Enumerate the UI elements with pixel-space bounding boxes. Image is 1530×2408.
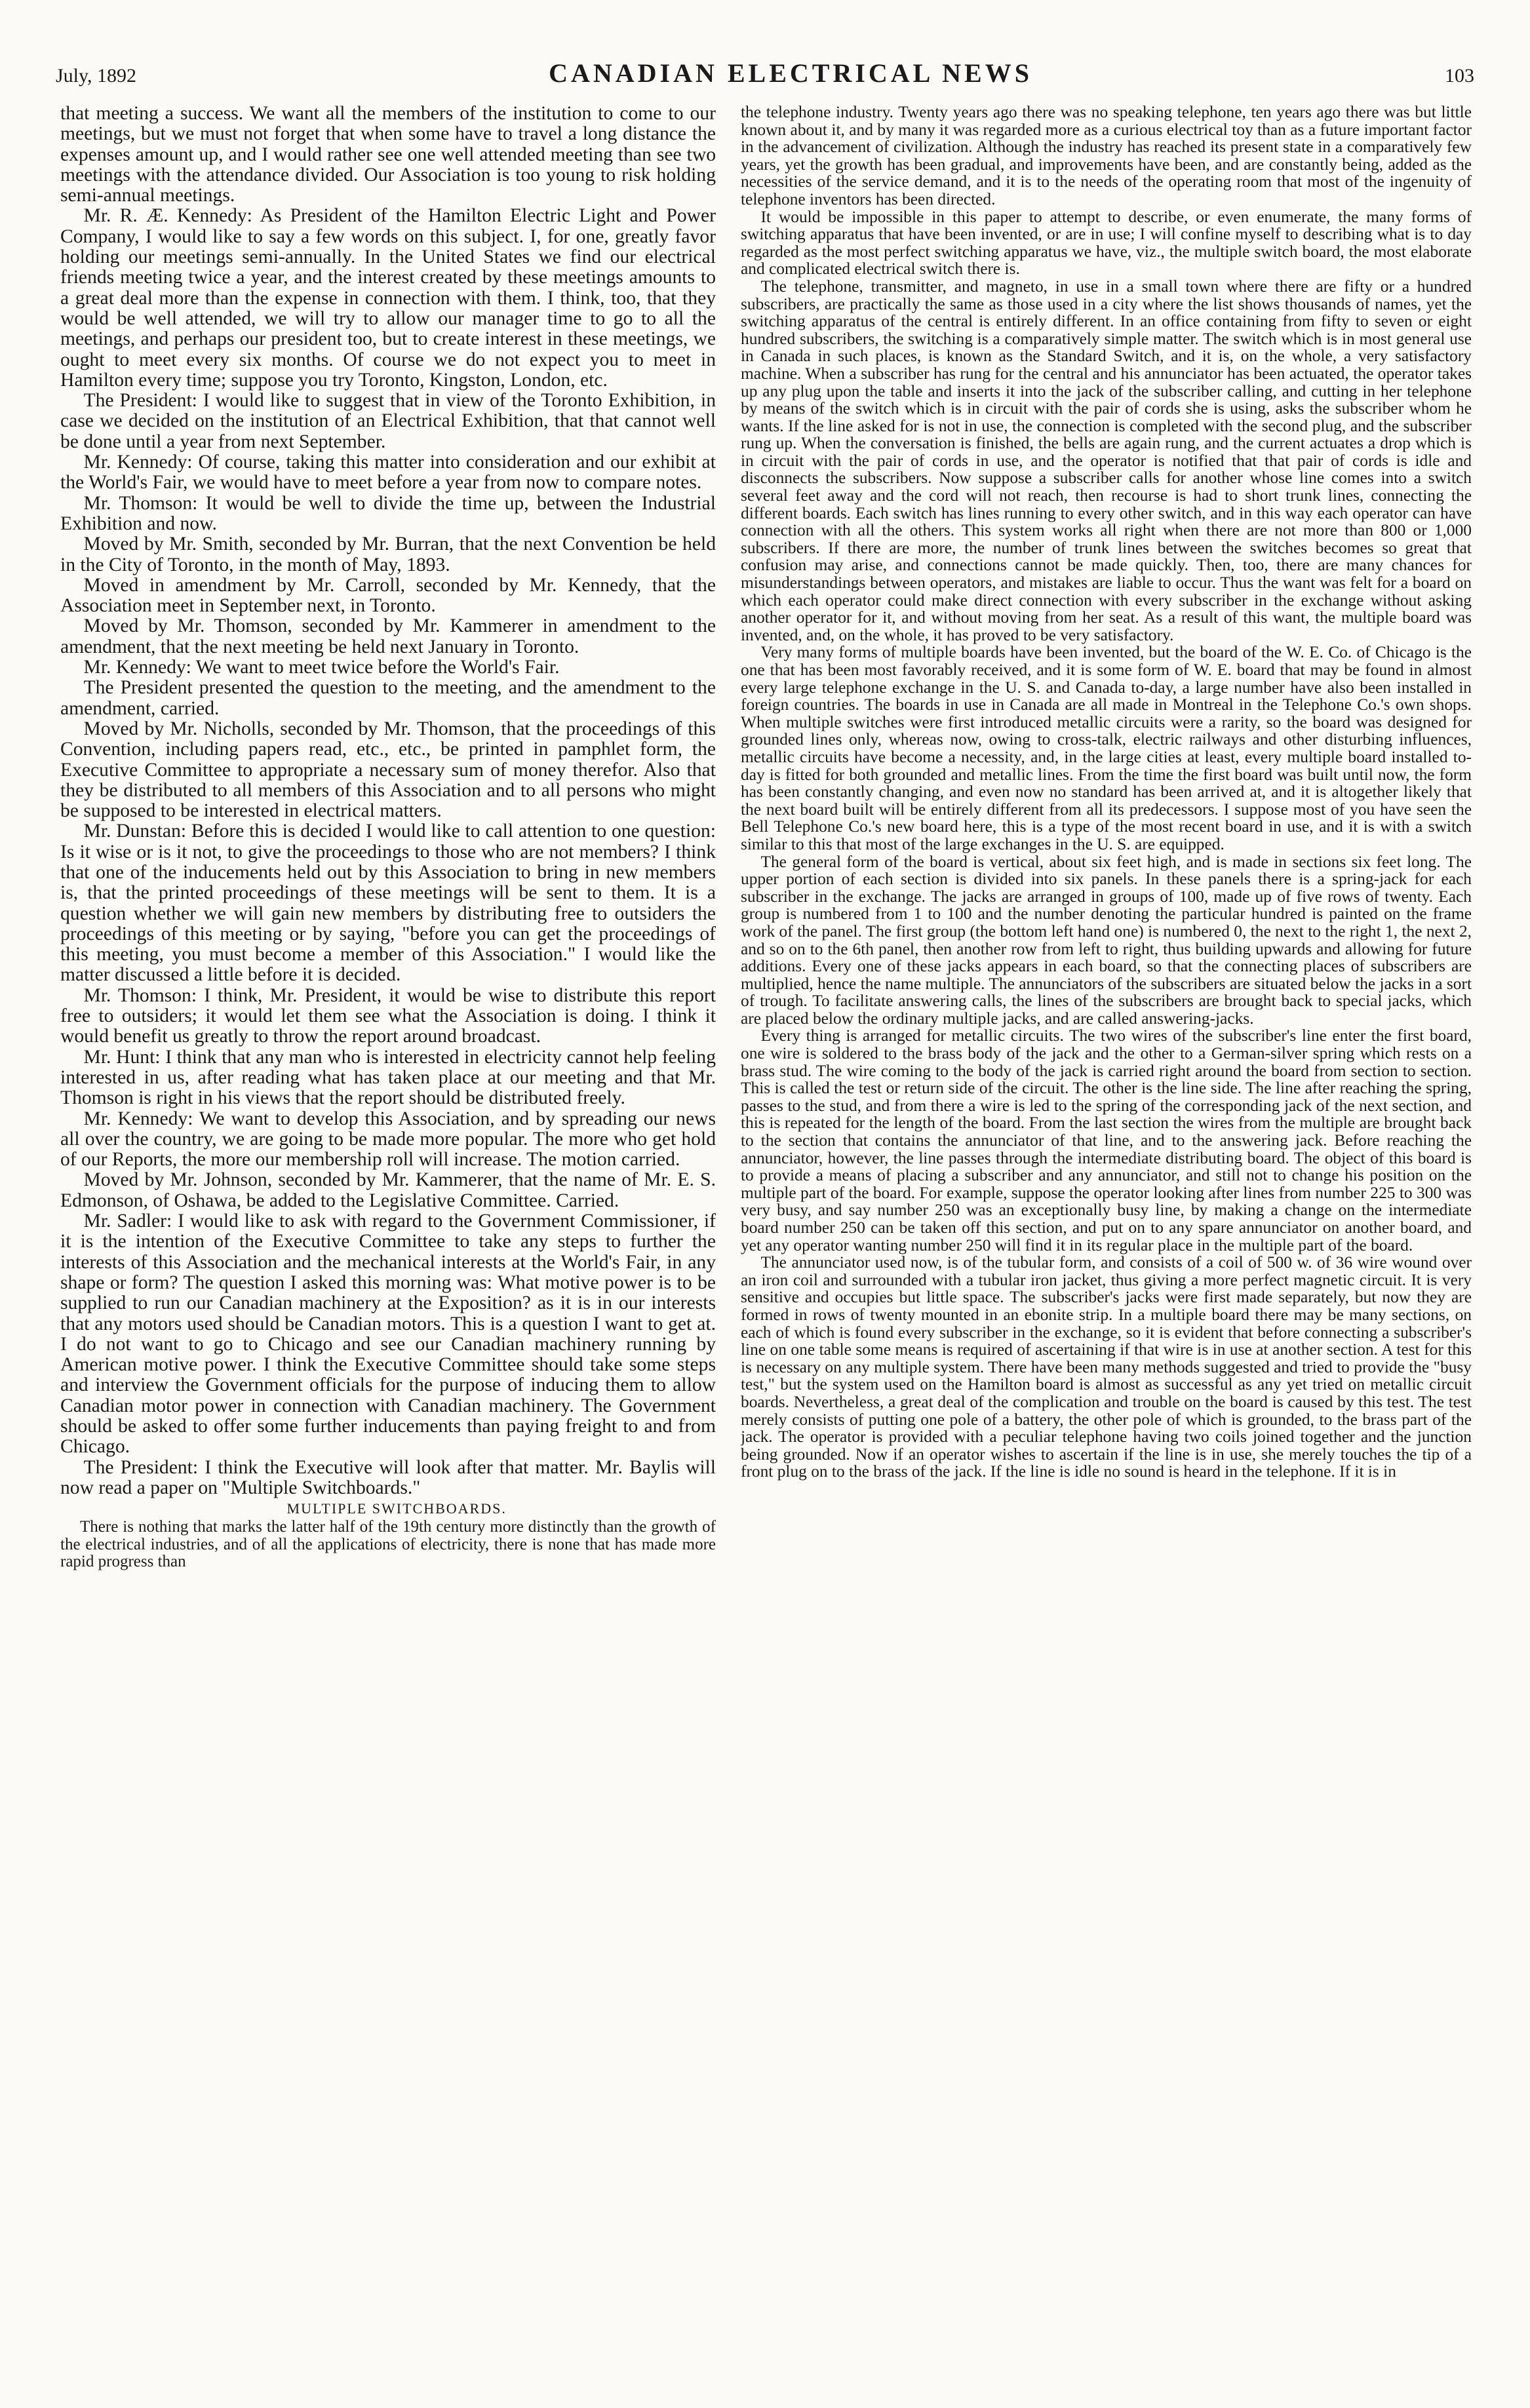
paragraph: Mr. Sadler: I would like to ask with regard to the Government Commissioner, if it is the intention of the Executive Committee to take any steps to further the interests of this Association and the mechanical interests at the World's Fair, in any shape or form? The question I asked this morning was: What motive power is to be supplied to run our Canadian machinery at the Exposition? as it is in our interests that any motors used should be Canadian motors. This is a question I want to get at. I do not want to go to Chicago and see our Canadian machinery running by American motive power. I think the Executive Committee should take some steps and interview the Government officials for the purpose of inducing them to allow Canadian motor power in connection with Canadian machinery. The Government should be asked to offer some further inducements than paying freight to and from Chicago.: [60, 1211, 716, 1458]
page-number: 103: [1444, 65, 1474, 87]
masthead: CANADIAN ELECTRICAL NEWS: [549, 58, 1032, 88]
paragraph: that meeting a success. We want all the members of the institution to come to our meetings, but we must not forget that when some have to travel a long distance the expenses amount up, and I would rather see one well attended meeting than see two meetings with the attendance divided. Our Association is too young to risk holding semi-annual meetings.: [60, 104, 716, 206]
paragraph: Moved by Mr. Nicholls, seconded by Mr. Thomson, that the proceedings of this Convention, including papers read, etc., etc., be printed in pamphlet form, the Executive Committee to appropriate a necessary sum of money therefor. Also that they be distributed to all members of this Association and to all persons who might be supposed to be interested in electrical matters.: [60, 718, 716, 822]
paragraph: Moved by Mr. Thomson, seconded by Mr. Kammerer in amendment to the amendment, that the next meeting be held next January in Toronto.: [60, 615, 716, 657]
right-column: [741, 104, 1472, 2381]
paragraph: Very many forms of multiple boards have been invented, but the board of the W. E. Co. of Chicago is the one that has been most favorably received, and it is some form of W. E. board that may be found in almost every large telephone exchange in the U. S. and Canada to-day, a large number have also been installed in foreign countries. The boards in use in Canada are all made in Montreal in the Telephone Co.'s own shops. When multiple switches were first introduced metallic circuits were a rarity, so the board was designed for grounded lines only, whereas now, owing to cross-talk, electric railways and other disturbing influences, metallic circuits have become a necessity, and, in the large cities at least, every multiple board installed to-day is fitted for both grounded and metallic lines. From the time the first board was built until now, the form has been constantly changing, and even now no standard has been arrived at, and it is altogether likely that the next board built will be entirely different from all its predecessors. I suppose most of you have seen the Bell Telephone Co.'s new board here, this is a type of the most recent board in use, and it is with a switch similar to this that most of the large exchanges in the U. S. are equipped.: [741, 643, 1472, 853]
paragraph: Mr. Thomson: I think, Mr. President, it would be wise to distribute this report free to outsiders; it would let them see what the Association is doing. I think it would benefit us greatly to throw the report around broadcast.: [60, 984, 716, 1047]
section-title: MULTIPLE SWITCHBOARDS.: [286, 1500, 507, 1517]
paragraph: Mr. Kennedy: We want to meet twice before the World's Fair.: [83, 657, 560, 678]
paragraph: The annunciator used now, is of the tubular form, and consists of a coil of 500 w. of 36 wire wound over an iron coil and surrounded with a tubular iron jacket, thus giving a more perfect magnetic circuit. It is very sensitive and occupies but little space. The subscriber's jacks were first made separately, but now they are formed in rows of twenty mounted in an ebonite strip. In a multiple board there may be many sections, on each of which is found every subscriber in the exchange, so it is evident that before connecting a subscriber's line on one table some means is required of ascertaining if that wire is in use at another section. A test for this is necessary on any multiple system. There have been many methods suggested and tried to provide the "busy test," but the system used on the Hamilton board is almost as successful as any yet tried on metallic circuit boards. Nevertheless, a great deal of the complication and trouble on the board is caused by this test. The test merely consists of putting one pole of a battery, the other pole of which is grounded, to the brass part of the jack. The operator is provided with a peculiar telephone having two coils joined together and the junction being grounded. Now if an operator wishes to ascertain if the line is in use, she merely touches the tip of a front plug on to the brass of the jack. If the line is idle no sound is heard in the telephone. If it is in: [741, 1253, 1472, 1481]
paragraph: The President: I would like to suggest that in view of the Toronto Exhibition, in case we decided on the institution of an Electrical Exhibition, that that cannot well be done until a year from next September.: [60, 390, 716, 452]
paragraph: Mr. Dunstan: Before this is decided I would like to call attention to one question: Is it wise or is it not, to give the proceedings to those who are not members? I think that one of the inducements held out by this Association to bring in new members is, that the printed proceedings of these meetings will be sent to them. It is a question whether we will gain new members by distributing free to outsiders the proceedings of this meeting or by saying, "before you can get the proceedings of this meeting, you must become a member of this Association." I would like the matter discussed a little before it is decided.: [60, 821, 716, 986]
paragraph: Moved by Mr. Johnson, seconded by Mr. Kammerer, that the name of Mr. E. S. Edmonson, of Oshawa, be added to the Legislative Committee. Carried.: [60, 1169, 716, 1211]
left-column: [60, 104, 716, 2381]
paragraph: Moved in amendment by Mr. Carroll, seconded by Mr. Kennedy, that the Association meet in September next, in Toronto.: [60, 574, 716, 617]
paragraph: The President presented the question to the meeting, and the amendment to the amendment, carried.: [60, 677, 716, 719]
paragraph: the telephone industry. Twenty years ago there was no speaking telephone, ten years ago there was but little known about it, and by many it was regarded more as a curious electrical toy than as a future important factor in the advancement of civilization. Although the industry has reached its present state in a comparatively few years, yet the growth has been gradual, and improvements have been, and are constantly being, added as the necessities of the service demand, and it is to the needs of the operating room that most of the ingenuity of telephone inventors has been directed.: [741, 104, 1472, 208]
paragraph: Mr. Kennedy: Of course, taking this matter into consideration and our exhibit at the World's Fair, we would have to meet before a year from now to compare notes.: [60, 452, 716, 494]
paragraph: Mr. Thomson: It would be well to divide the time up, between the Industrial Exhibition and now.: [60, 492, 716, 534]
paragraph: Mr. Kennedy: We want to develop this Association, and by spreading our news all over the country, we are going to be made more popular. The more who get hold of our Reports, the more our membership roll will increase. The motion carried.: [60, 1108, 716, 1171]
section-opening: There is nothing that marks the latter half of the 19th century more distinctly than the growth of the electrical industries, and of all the applications of electricity, there is none that has made more rapid progress than: [60, 1518, 716, 1571]
paragraph: Every thing is arranged for metallic circuits. The two wires of the subscriber's line enter the first board, one wire is soldered to the brass body of the jack and the other to a German-silver spring which rests on a brass stud. The wire coming to the body of the jack is carried right around the board from section to section. This is called the test or return side of the circuit. The other is the line side. The line after reaching the spring, passes to the stud, and from there a wire is led to the spring of the corresponding jack of the next section, and this is repeated for the length of the board. From the last section the wires from the multiple are brought back to the section that contains the annunciator of that line, and to the answering jack. Before reaching the annunciator, however, the line passes through the intermediate distributing board. The object of this board is to provide a means of placing a subscriber and any annunciator, and still not to change his position on the multiple part of the board. For example, suppose the operator looking after lines from number 225 to 300 was very busy, and say number 250 was an exceptionally busy line, by making a change on the intermediate board number 250 can be taken off this section, and put on to any spare annunciator on another board, and yet any operator wanting number 250 will find it in its regular place in the multiple part of the board.: [741, 1026, 1472, 1254]
paragraph: Mr. Hunt: I think that any man who is interested in electricity cannot help feeling interested in us, after reading what has taken place at our meeting and that Mr. Thomson is right in his views that the report should be distributed freely.: [60, 1046, 716, 1109]
paragraph: Mr. R. Æ. Kennedy: As President of the Hamilton Electric Light and Power Company, I would like to say a few words on this subject. I, for one, greatly favor holding our meetings semi-annually. In the United States we find our electrical friends meeting twice a year, and the interest created by these meetings amounts to a great deal more than the expense in connection with them. I think, too, that they would be well attended, we will try to allow our manager time to go to all the meetings, and perhaps our president too, but to create interest in these meetings, we ought to meet every six months. Of course we do not expect you to meet in Hamilton every time; suppose you try Toronto, Kingston, London, etc.: [60, 205, 716, 391]
paragraph: It would be impossible in this paper to attempt to describe, or even enumerate, the many forms of switching apparatus that have been invented, or are in use; I will confine myself to describing what is to day regarded as the most perfect switching apparatus we have, viz., the multiple switch board, the most elaborate and complicated electrical switch there is.: [741, 207, 1472, 279]
paragraph: The President: I think the Executive will look after that matter. Mr. Baylis will now read a paper on "Multiple Switchboards.": [60, 1456, 716, 1498]
page-header: [56, 58, 1474, 97]
paragraph: The telephone, transmitter, and magneto, in use in a small town where there are fifty or a hundred subscribers, are practically the same as those used in a city where the list shows thousands of names, yet the switching apparatus of the central is entirely different. In an office containing from fifty to seven or eight hundred subscribers, the switching is a comparatively simple matter. The switch which is in most general use in Canada in such places, is known as the Standard Switch, and it is, on the whole, a very satisfactory machine. When a subscriber has rung for the central and his annunciator has been actuated, the operator takes up any plug upon the table and inserts it into the jack of the subscriber calling, and cutting in her telephone by means of the switch which is in circuit with the pair of cords she is using, asks the subscriber whom he wants. If the line asked for is not in use, the connection is completed with the second plug, and the subscriber rung up. When the conversation is finished, the bells are again rung, and the current actuates a drop which is in circuit with the pair of cords in use, and the operator is notified that that pair of cords is idle and disconnects the subscribers. Now suppose a subscriber calls for another whose line comes into a switch several feet away and the cord will not reach, then recourse is had to short trunk lines, connecting the different boards. Each switch has lines running to every other switch, and in this way each operator can have connection with all the others. This system works all right when there are not more than 800 or 1,000 subscribers. If there are more, the number of trunk lines between the switches becomes so great that confusion may arise, and connections cannot be made quickly. Then, too, there are many chances for misunderstandings between operators, and mistakes are liable to occur. Thus the want was felt for a board on which each operator could make direct connection with every subscriber in the exchange without asking another operator for it, and without moving from her seat. As a result of this want, the multiple board was invented, and, on the whole, it has proved to be very satisfactory.: [741, 277, 1472, 644]
issue-date: July, 1892: [56, 65, 137, 87]
paragraph: The general form of the board is vertical, about six feet high, and is made in sections six feet long. The upper portion of each section is divided into six panels. In these panels there is a spring-jack for each subscriber in the exchange. The jacks are arranged in groups of 100, made up of five rows of twenty. Each group is numbered from 1 to 100 and the number denoting the particular hundred is painted on the frame work of the panel. The first group (the bottom left hand one) is numbered 0, the next to the right 1, the next 2, and so on to the 6th panel, then another row from left to right, thus building upwards and allowing for future additions. Every one of these jacks appears in each board, so that the connecting places of subscribers are multiplied, hence the name multiple. The annunciators of the subscribers are situated below the jacks in a sort of trough. To facilitate answering calls, the lines of the subscribers are brought back to special jacks, which are placed below the ordinary multiple jacks, and are called answering-jacks.: [741, 852, 1472, 1028]
paragraph: Moved by Mr. Smith, seconded by Mr. Burran, that the next Convention be held in the City of Toronto, in the month of May, 1893.: [60, 534, 716, 575]
